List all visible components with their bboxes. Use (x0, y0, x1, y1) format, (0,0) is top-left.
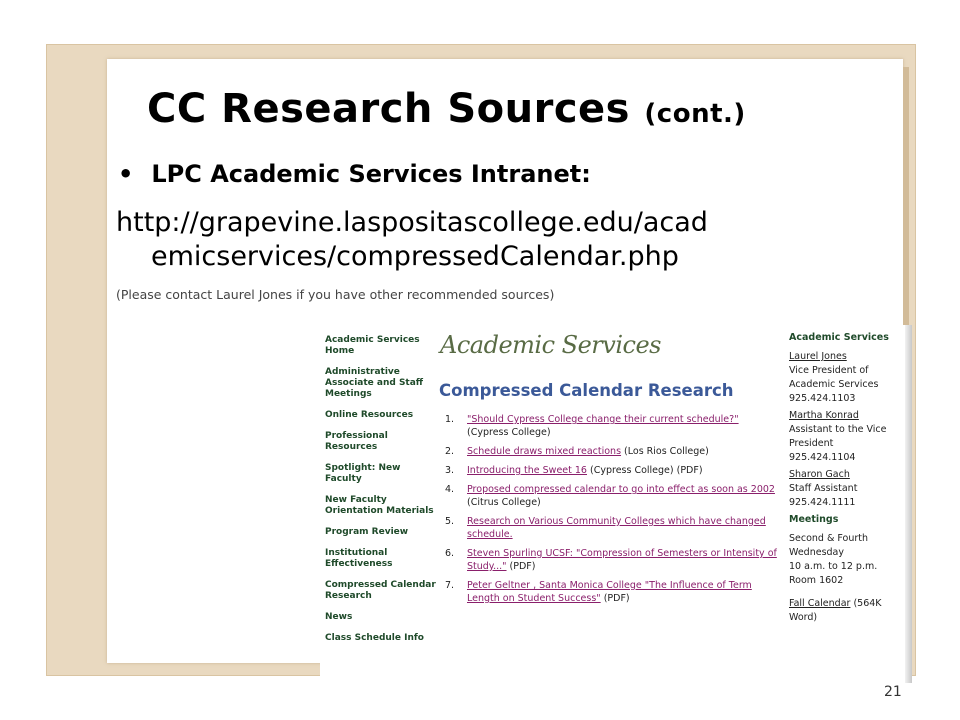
meeting-when: Second & Fourth Wednesday (789, 533, 869, 558)
nav-item[interactable]: Professional Resources (325, 431, 388, 452)
intranet-url (116, 206, 836, 274)
item-number: 1. (445, 414, 455, 425)
contact-card (789, 350, 909, 406)
title-main: CC Research Sources (147, 86, 630, 132)
nav-item[interactable]: New Faculty Orientation Materials (325, 495, 434, 516)
embedded-screenshot (320, 325, 912, 697)
title-suffix: (cont.) (644, 99, 746, 129)
contact-name-link[interactable]: Laurel Jones (789, 351, 847, 362)
contact-phone: 925.424.1104 (789, 452, 856, 463)
list-item (445, 547, 781, 573)
brand-logo: Academic Services (440, 331, 661, 359)
page-heading: Compressed Calendar Research (439, 381, 734, 400)
nav-item[interactable]: Class Schedule Info (325, 633, 424, 643)
contact-sidebar (789, 331, 909, 628)
contact-card (789, 468, 909, 510)
contact-title: Assistant to the Vice President (789, 424, 887, 449)
nav-item[interactable]: Compressed Calendar Research (325, 580, 436, 601)
sidebar-heading-meetings: Meetings (789, 514, 839, 525)
meeting-time: 10 a.m. to 12 p.m. (789, 561, 878, 572)
item-number: 3. (445, 465, 455, 476)
left-nav (325, 335, 437, 654)
page-number: 21 (884, 684, 902, 700)
nav-item[interactable]: Online Resources (325, 410, 414, 420)
nav-item[interactable]: Spotlight: New Faculty (325, 463, 401, 484)
item-link[interactable]: Steven Spurling UCSF: "Compression of Semesters or Intensity of Study..." (467, 548, 777, 572)
item-source: (Citrus College) (467, 497, 541, 508)
research-list (445, 413, 781, 611)
fall-calendar-link[interactable]: Fall Calendar (789, 598, 851, 609)
list-item (445, 445, 781, 458)
list-item (445, 464, 781, 477)
item-number: 4. (445, 484, 455, 495)
meeting-info (789, 532, 909, 588)
item-link[interactable]: Research on Various Community Colleges which have changed schedule. (467, 516, 766, 540)
url-line-2: emicservices/compressedCalendar.php (151, 241, 679, 272)
item-source: (PDF) (506, 561, 536, 572)
bullet-icon: • (118, 160, 134, 188)
calendar-size: (564K Word) (789, 598, 882, 623)
item-link[interactable]: Proposed compressed calendar to go into effect as soon as 2002 (467, 484, 775, 495)
contact-title: Staff Assistant (789, 483, 858, 494)
nav-item[interactable]: Institutional Effectiveness (325, 548, 393, 569)
item-link[interactable]: Introducing the Sweet 16 (467, 465, 587, 476)
item-source: (PDF) (600, 593, 630, 604)
item-number: 2. (445, 446, 455, 457)
bullet-point (118, 160, 591, 188)
list-item (445, 413, 781, 439)
contact-phone: 925.424.1103 (789, 393, 856, 404)
item-number: 6. (445, 548, 455, 559)
contact-name-link[interactable]: Sharon Gach (789, 469, 850, 480)
item-number: 5. (445, 516, 455, 527)
contact-title: Vice President of Academic Services (789, 365, 879, 390)
contact-card (789, 409, 909, 465)
contact-name-link[interactable]: Martha Konrad (789, 410, 859, 421)
contact-note: (Please contact Laurel Jones if you have other recommended sources) (116, 287, 555, 302)
nav-item[interactable]: News (325, 612, 353, 622)
item-link[interactable]: Schedule draws mixed reactions (467, 446, 622, 457)
list-item (445, 515, 781, 541)
item-source: (Cypress College) (PDF) (586, 465, 703, 476)
meeting-room: Room 1602 (789, 575, 844, 586)
list-item (445, 579, 781, 605)
nav-item[interactable]: Academic Services Home (325, 335, 420, 356)
list-item (445, 483, 781, 509)
screenshot-edge (905, 325, 912, 683)
item-source: (Cypress College) (467, 427, 551, 438)
bullet-text: LPC Academic Services Intranet: (151, 160, 591, 188)
item-number: 7. (445, 580, 455, 591)
sidebar-heading-academic-services: Academic Services (789, 332, 889, 343)
slide-title (147, 86, 746, 132)
nav-item[interactable]: Administrative Associate and Staff Meetings (325, 367, 424, 399)
contact-phone: 925.424.1111 (789, 497, 856, 508)
calendar-download (789, 597, 909, 625)
nav-item[interactable]: Program Review (325, 527, 409, 537)
item-link[interactable]: "Should Cypress College change their current schedule?" (467, 414, 739, 425)
item-link[interactable]: Peter Geltner , Santa Monica College "The Influence of Term Length on Student Success" (467, 580, 752, 604)
item-source: (Los Rios College) (621, 446, 709, 457)
url-line-1: http://grapevine.laspositascollege.edu/acad (116, 207, 708, 238)
